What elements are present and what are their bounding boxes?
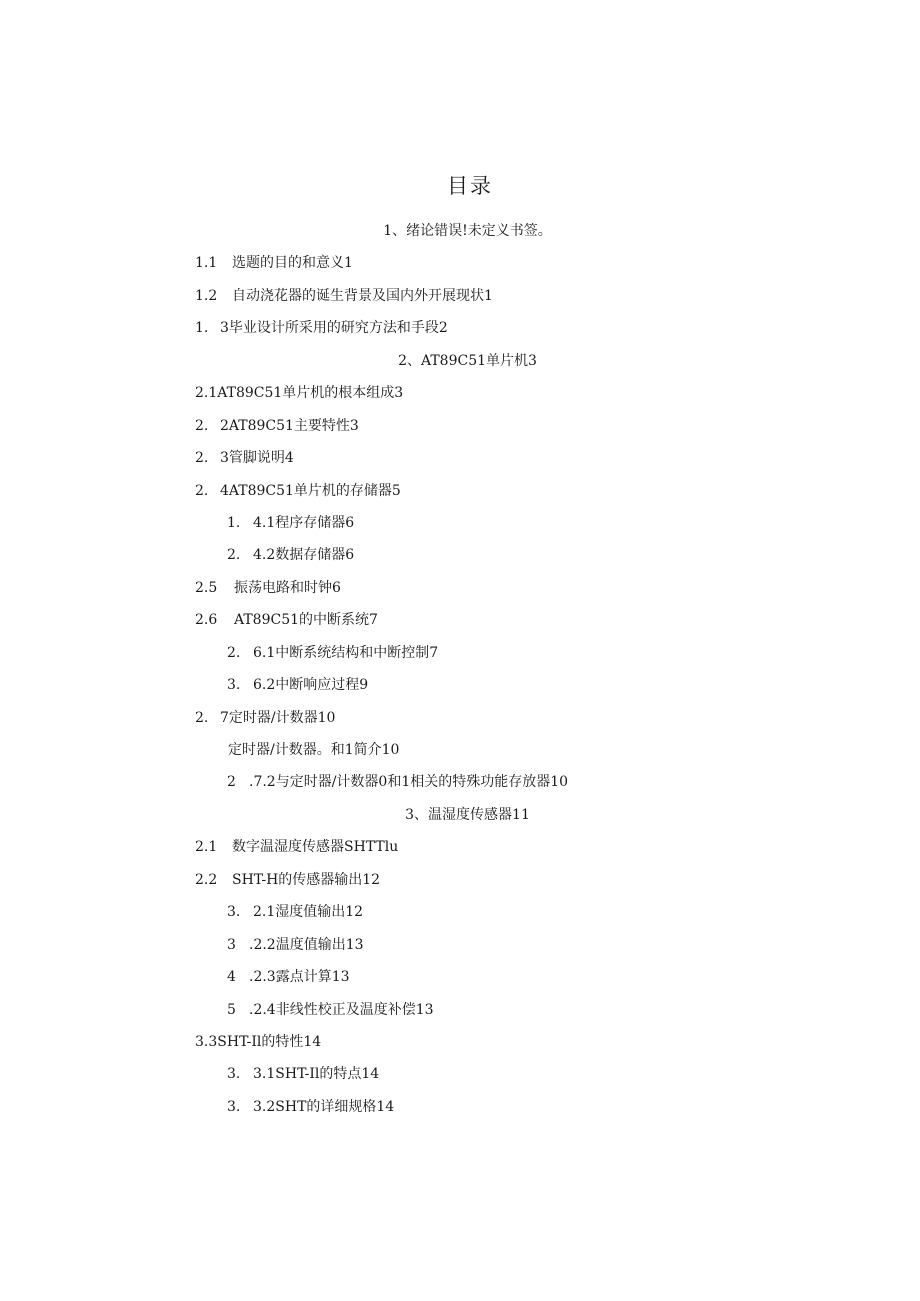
toc-entry-text: AT89C51的中断系统7: [234, 612, 378, 629]
toc-entry-text: 振荡电路和时钟6: [234, 579, 341, 596]
toc-entry[interactable]: [0, 766, 920, 798]
toc-entry-text: .7.2与定时器/计数器0和1相关的特殊功能存放器10: [249, 774, 569, 791]
toc-entry-number: 3: [227, 936, 236, 953]
toc-entry-text: 定时器/计数器。和1简介10: [228, 742, 400, 758]
toc-entry[interactable]: [0, 1058, 920, 1090]
toc-entry-number: 2.: [195, 450, 209, 467]
toc-entry-text: 选题的目的和意义1: [232, 255, 353, 272]
toc-entry-number: 3.: [227, 904, 241, 921]
toc-entry-number: 1.2: [195, 287, 218, 304]
toc-entry-text: 3毕业设计所采用的研究方法和手段2: [220, 320, 448, 337]
toc-entry-text: .2.2温度值输出13: [249, 936, 364, 953]
toc-entry-number: 5: [227, 1001, 236, 1018]
toc-entry[interactable]: [0, 247, 920, 279]
toc-entry-number: 2.: [227, 547, 241, 564]
toc-entry[interactable]: [0, 929, 920, 961]
toc-entry[interactable]: [0, 734, 920, 766]
toc-entry-text: SHT-H的传感器输出12: [232, 871, 381, 888]
toc-entry-number: 2.: [195, 417, 209, 434]
toc-entry-number: 2.5: [195, 579, 218, 596]
toc-entry[interactable]: [0, 961, 920, 993]
toc-entry-number: 1.: [227, 514, 241, 531]
toc-entry-text: 3.2SHT的详细规格14: [253, 1098, 395, 1115]
toc-entry[interactable]: [0, 831, 920, 863]
toc-entry[interactable]: [0, 1026, 920, 1058]
toc-entry[interactable]: [0, 475, 920, 507]
toc-entry-number: 1.1: [195, 255, 218, 272]
toc-entry[interactable]: [0, 637, 920, 669]
toc-entry-text: 2.1湿度值输出12: [253, 904, 364, 921]
toc-entry-number: 1.: [195, 320, 209, 337]
toc-entry[interactable]: [0, 994, 920, 1026]
toc-entry[interactable]: [0, 377, 920, 409]
toc-entry-number: 4: [227, 969, 236, 986]
toc-entry-text: 4.1程序存储器6: [253, 514, 355, 531]
toc-entry-number: 3.: [227, 677, 241, 694]
toc-entry[interactable]: [0, 896, 920, 928]
toc-entry-text: .2.3露点计算13: [249, 969, 350, 986]
toc-entry[interactable]: [0, 345, 920, 377]
toc-entry-text: 3.1SHT-Il的特点14: [253, 1066, 380, 1083]
toc-entry-text: 1、绪论错误!未定义书签。: [383, 223, 552, 239]
toc-entry-text: .2.4非线性校正及温度补偿13: [249, 1001, 434, 1018]
toc-entry-text: 数字温湿度传感器SHTTlu: [232, 839, 399, 856]
toc-entry-number: 2.1: [195, 839, 218, 856]
table-of-contents: [0, 215, 920, 1123]
toc-entry[interactable]: [0, 864, 920, 896]
toc-entry-text: 2AT89C51主要特性3: [220, 417, 359, 434]
toc-entry[interactable]: [0, 669, 920, 701]
toc-entry-text: 6.1中断系统结构和中断控制7: [253, 644, 439, 661]
toc-entry[interactable]: [0, 1091, 920, 1123]
toc-entry-number: 3.: [227, 1066, 241, 1083]
toc-entry[interactable]: [0, 215, 920, 247]
toc-entry[interactable]: [0, 702, 920, 734]
toc-entry-text: 6.2中断响应过程9: [253, 677, 369, 694]
toc-entry-text: 3管脚说明4: [220, 450, 294, 467]
toc-entry[interactable]: [0, 799, 920, 831]
toc-entry-number: 2: [227, 774, 236, 791]
toc-entry[interactable]: [0, 442, 920, 474]
toc-entry-text: 自动浇花器的诞生背景及国内外开展现状1: [232, 287, 493, 304]
toc-entry-number: 2.: [195, 709, 209, 726]
toc-entry-text: 4.2数据存储器6: [253, 547, 355, 564]
toc-entry-text: 7定时器/计数器10: [220, 709, 336, 726]
toc-entry[interactable]: [0, 507, 920, 539]
toc-entry-text: 3、温湿度传感器11: [405, 806, 530, 823]
toc-entry-text: 3.3SHT-Il的特性14: [195, 1033, 322, 1050]
toc-entry[interactable]: [0, 604, 920, 636]
toc-entry[interactable]: [0, 312, 920, 344]
toc-entry-text: 2、AT89C51单片机3: [398, 352, 537, 369]
toc-entry-number: 2.2: [195, 871, 218, 888]
toc-entry-text: 2.1AT89C51单片机的根本组成3: [195, 385, 404, 402]
toc-entry-number: 2.: [227, 644, 241, 661]
toc-entry-text: 4AT89C51单片机的存储器5: [220, 482, 401, 499]
toc-entry-number: 2.6: [195, 612, 218, 629]
toc-entry-number: 3.: [227, 1098, 241, 1115]
toc-entry[interactable]: [0, 572, 920, 604]
toc-title: 目录: [447, 174, 493, 198]
toc-entry[interactable]: [0, 539, 920, 571]
toc-entry[interactable]: [0, 410, 920, 442]
toc-entry-number: 2.: [195, 482, 209, 499]
toc-entry[interactable]: [0, 280, 920, 312]
